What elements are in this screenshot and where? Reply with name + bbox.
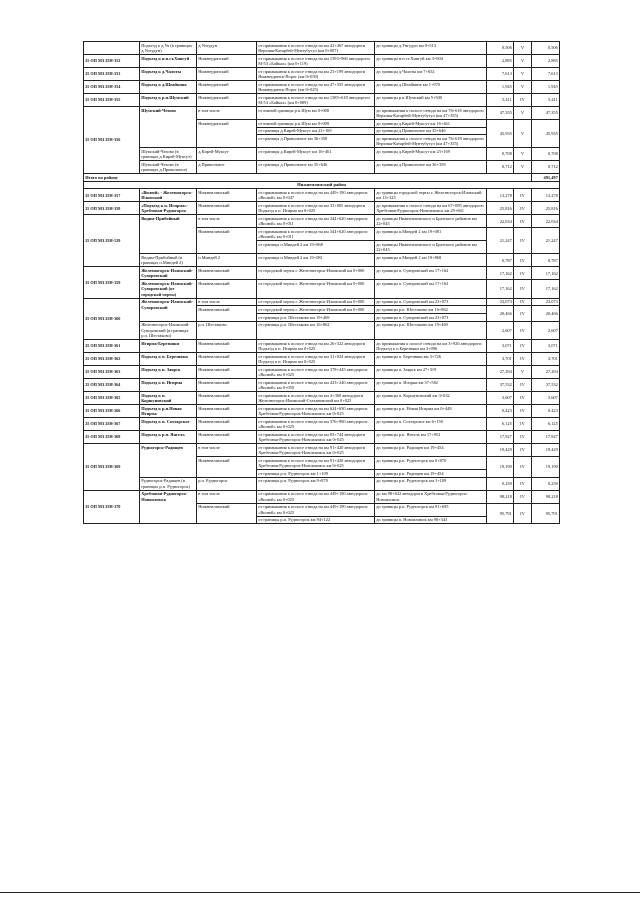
- end-point-cell: до границы Нижнеилимского и Братского районов км 22+045: [375, 215, 487, 228]
- start-point-cell: от городской черты г. Железногорск-Илимский км 0+000: [257, 267, 375, 280]
- length-cell: 3,607: [487, 391, 514, 404]
- category-cell: V: [514, 365, 532, 378]
- district-total-label: Итого по району: [84, 174, 532, 182]
- category-cell: IV: [514, 267, 532, 280]
- district-cell: р.п. Рудногорск: [197, 477, 257, 490]
- length-cell: 98,218: [487, 490, 514, 503]
- page-bottom-rule: [0, 892, 640, 893]
- section-title: Нижнеилимский район: [84, 181, 560, 189]
- road-id-cell: 25 ОП МЗ 25Н-352: [84, 55, 140, 68]
- district-cell: Нижнеудинский: [197, 94, 257, 107]
- end-point-cell: до границы п. Березняки км 3+726: [375, 352, 487, 365]
- total-length-cell: 6,125: [532, 417, 560, 430]
- district-cell: Нижнеилимский: [197, 352, 257, 365]
- road-name-cell: «Подъезд к п. Игирма»-Хребтовая-Рудногорск: [140, 202, 197, 215]
- length-cell: 37,532: [487, 378, 514, 391]
- road-name-cell: Подъезд к д.Уя (в границах д.Унгудун): [140, 42, 197, 55]
- end-point-cell: до примыкания к полосе отвода на км 76+618 автодороги Верхняя-Катарбей-Мунтубугул (км 47+355): [375, 135, 487, 148]
- length-cell: 95,791: [487, 503, 514, 524]
- total-length-cell: 3,607: [532, 391, 560, 404]
- district-cell: Нижнеилимский: [197, 430, 257, 443]
- length-cell: 1,945: [487, 81, 514, 94]
- length-cell: 7,613: [487, 68, 514, 81]
- start-point-cell: от примыкания к полосе отвода на км 33+005 автодороги Подъезд к п. Игирма км 0+025: [257, 202, 375, 215]
- category-cell: IV: [514, 321, 532, 339]
- start-point-cell: от границы р.п. Шестаково км 19+469: [257, 313, 375, 321]
- district-cell: Нижнеудинский: [197, 68, 257, 81]
- category-cell: V: [514, 81, 532, 94]
- end-point-cell: до границы д.Кирей-Муксут км 23+169: [375, 148, 487, 161]
- road-id-cell: 25 ОП МЗ 25Н-370: [84, 490, 140, 524]
- district-cell: в том числе: [197, 443, 257, 456]
- end-point-cell: до границы д.Приволъное км 35+646: [375, 127, 487, 135]
- total-length-cell: 7,613: [532, 68, 560, 81]
- start-point-cell: от примыкания к полосе отвода на км 42+467 автодороги Верхняя-Катарбей-Мунтубугул (км 0+007): [257, 42, 375, 55]
- category-cell: IV: [514, 477, 532, 490]
- road-name-cell: Подъезд к д.Шеайкина: [140, 81, 197, 94]
- length-cell: 22,034: [487, 215, 514, 228]
- end-point-cell: до границы д.Приволъное км 36+358: [375, 161, 487, 174]
- start-point-cell: от южной границы р.п.Шум км 0+000: [257, 107, 375, 120]
- district-cell: в том числе: [197, 298, 257, 306]
- category-cell: V: [514, 120, 532, 148]
- road-id-cell: 25 ОП МЗ 25Н-364: [84, 378, 140, 391]
- table-row: [84, 443, 560, 456]
- district-cell: Нижнеилимский: [197, 378, 257, 391]
- start-point-cell: от примыкания к полосе отвода на км 26+322 автодороги Подъезд к п. Игирма км 0+025: [257, 339, 375, 352]
- end-point-cell: до границы д.Чалоты км 7+652: [375, 68, 487, 81]
- category-cell: IV: [514, 189, 532, 202]
- end-point-cell: до границы р.п. Новая Игирма км 0+448: [375, 404, 487, 417]
- district-cell: в том числе: [197, 215, 257, 228]
- start-point-cell: от границы д.Приволъное км 36+358: [257, 135, 375, 148]
- table-row: [84, 161, 560, 174]
- category-cell: IV: [514, 490, 532, 503]
- table-row: [84, 68, 560, 81]
- start-point-cell: от городской черты г. Железногорск-Илимский км 0+000: [257, 306, 375, 314]
- end-point-cell: до границы п. Новоилимск км 98+343: [375, 516, 487, 524]
- table-row: [84, 430, 560, 443]
- district-cell: в том числе: [197, 490, 257, 503]
- total-length-cell: 0,787: [532, 254, 560, 267]
- road-name-cell: Подъезд к р.п.Новая Игирма: [140, 404, 197, 417]
- end-point-cell: до примыкания к полосе отвода на км 67+085 автодороги Хребтовая-Рудногорск-Новоилимск км 25+841: [375, 202, 487, 215]
- table-row: [84, 254, 560, 267]
- category-cell: V: [514, 42, 532, 55]
- end-point-cell: до границы р.п. Радищев км 19+454: [375, 443, 487, 456]
- length-cell: 0,708: [487, 148, 514, 161]
- end-point-cell: до границы р.п. Шестаково км 19+469: [375, 321, 487, 339]
- total-length-cell: 13,278: [532, 189, 560, 202]
- total-length-cell: 95,791: [532, 503, 560, 524]
- total-length-cell: 0,506: [532, 42, 560, 55]
- category-cell: IV: [514, 430, 532, 443]
- table-row: [84, 42, 560, 55]
- road-name-cell: Видим-Прибойный (в границах п.Миндей 2): [140, 254, 197, 267]
- end-point-cell: до границы р.п. Радищев км 19+454: [375, 469, 487, 477]
- total-length-cell: 1,945: [532, 81, 560, 94]
- end-point-cell: до границы р.п. Шестаково км 16+862: [375, 306, 487, 314]
- district-cell: Нижнеилимский: [197, 306, 257, 321]
- district-cell: Нижнеилимский: [197, 404, 257, 417]
- category-cell: IV: [514, 378, 532, 391]
- end-point-cell: до границы п. Сохтарское км 6+150: [375, 417, 487, 430]
- end-point-cell: до границы д.Кирей-Муксут км 16+461: [375, 120, 487, 128]
- start-point-cell: от примыкания к полосе отвода на км 344+620 автодороги «Вилюй» км 0+011: [257, 215, 375, 228]
- start-point-cell: от примыкания к полосе отвода на км 83+744 автодороги Хребтовая-Рудногорск-Новоилимск км 0+025: [257, 430, 375, 443]
- length-cell: 47,355: [487, 107, 514, 120]
- start-point-cell: от примыкания к полосе отвода на км 376+900 автодороги «Вилюй» км 0+025: [257, 417, 375, 430]
- road-name-cell: Видим-Прибойный: [140, 215, 197, 254]
- total-length-cell: 3,701: [532, 352, 560, 365]
- road-id-cell: 25 ОП МЗ 25Н-363: [84, 365, 140, 378]
- road-id-cell: 25 ОП МЗ 25Н-358: [84, 202, 140, 215]
- road-name-cell: Шумский-Чехово (в границах д.Кирей-Муксут): [140, 148, 197, 161]
- total-length-cell: 0,423: [532, 404, 560, 417]
- road-name-cell: Игирма-Березняки: [140, 339, 197, 352]
- start-point-cell: от городской черты г. Железногорск-Илимский км 0+000: [257, 298, 375, 306]
- category-cell: IV: [514, 228, 532, 254]
- district-cell: Нижнеилимский: [197, 503, 257, 524]
- total-length-cell: 21,247: [532, 228, 560, 254]
- end-point-cell: до границы городской черты г. Железногорск-Илимский км 13+325: [375, 189, 487, 202]
- category-cell: V: [514, 148, 532, 161]
- road-name-cell: Рудногорск-Радищев (в границах р.п. Рудногорск): [140, 477, 197, 490]
- start-point-cell: от примыкания к полосе отвода на км 624+630 автодороги Хребтовая-Рудногорск-Новоилимск км 0+025: [257, 404, 375, 417]
- table-row: [84, 339, 560, 352]
- district-cell: Нижнеилимский: [197, 456, 257, 477]
- start-point-cell: от примыкания к полосе отвода на км 4+360 автодороги Железногорск-Илимский-Стахановский км 0+025: [257, 391, 375, 404]
- table-row: [84, 298, 560, 306]
- end-point-cell: до примыкания к полосе отвода на км 76+618 автодороги Верхняя-Катарбей-Мунтубугул (км 47+355): [375, 107, 487, 120]
- road-id-cell: 25 ОП МЗ 25Н-368: [84, 430, 140, 443]
- table-row: [84, 365, 560, 378]
- table-row: [84, 148, 560, 161]
- length-cell: 3,071: [487, 339, 514, 352]
- start-point-cell: от примыкания к полосе отвода на км 344+620 автодороги «Вилюй» км 0+011: [257, 228, 375, 241]
- length-cell: 2,607: [487, 321, 514, 339]
- start-point-cell: от примыкания к полосе отвода на км 23+199 автодороги Нижнеудинск-Порог (км 0+039): [257, 68, 375, 81]
- road-name-cell: Железногорск-Илимский-Суворовский: [140, 298, 197, 321]
- district-cell: Нижнеилимский: [197, 202, 257, 215]
- category-cell: IV: [514, 306, 532, 321]
- table-row: [84, 490, 560, 503]
- length-cell: 2,885: [487, 55, 514, 68]
- road-name-cell: Рудногорск-Радищев: [140, 443, 197, 477]
- road-id-cell: 25 ОП МЗ 25Н-356: [84, 107, 140, 174]
- road-name-cell: Железногорск-Илимский-Суворовский (от городской черты): [140, 280, 197, 298]
- end-point-cell: до границы д.Шеайкина км 1+970: [375, 81, 487, 94]
- start-point-cell: от границы п.Миндей 2 км 19+868: [257, 241, 375, 254]
- table-row: [84, 189, 560, 202]
- start-point-cell: от границы д.Кирей-Муксут км 16+461: [257, 148, 375, 161]
- road-registry-table: [83, 41, 560, 524]
- table-row: [84, 94, 560, 107]
- district-cell: в том числе: [197, 107, 257, 120]
- road-id-cell: 25 ОП МЗ 25Н-359: [84, 267, 140, 298]
- section-header-row: [84, 181, 560, 189]
- district-cell: Нижнеудинский: [197, 81, 257, 94]
- district-cell: р.п. Шестаково: [197, 321, 257, 339]
- start-point-cell: от примыкания к полосе отвода на км 423+240 автодороги «Вилюй» км 0+050: [257, 378, 375, 391]
- road-name-cell: Подъезд к п. Сохтарское: [140, 417, 197, 430]
- end-point-cell: до границы п.Миндей 2 км 19+868: [375, 254, 487, 267]
- table-row: [84, 267, 560, 280]
- total-length-cell: 2,607: [532, 321, 560, 339]
- category-cell: V: [514, 161, 532, 174]
- length-cell: 17,927: [487, 430, 514, 443]
- road-id-cell: 25 ОП МЗ 25Н-362: [84, 352, 140, 365]
- district-cell: Нижнеилимский: [197, 267, 257, 280]
- end-point-cell: до примыкания к полосе отвода на км 3+926 автодороги Подъезд к п.Березняки км 3+096: [375, 339, 487, 352]
- end-point-cell: до границы п. Суворовский км 23+073: [375, 298, 487, 306]
- length-cell: 20,466: [487, 306, 514, 321]
- end-point-cell: до границы р.п. Янгель км 17+952: [375, 430, 487, 443]
- start-point-cell: от примыкания к полосе отвода на км 449+190 автодороги «Вилюй» км 0+025: [257, 503, 375, 516]
- end-point-cell: до границы п. Суворовский км 23+073: [375, 313, 487, 321]
- category-cell: IV: [514, 352, 532, 365]
- district-total-value: 491,497: [532, 174, 560, 182]
- total-length-cell: 25,816: [532, 202, 560, 215]
- table-row: [84, 352, 560, 365]
- table-row: [84, 81, 560, 94]
- start-point-cell: от примыкания к полосе отвода на км 91+420 автодороги Хребтовая-Рудногорск-Новоилимск км 0+025: [257, 456, 375, 469]
- district-cell: Нижнеудинский: [197, 120, 257, 148]
- end-point-cell: до границы п. Суворовский км 17+162: [375, 267, 487, 280]
- end-point-cell: до границы п. Заярск км 27+319: [375, 365, 487, 378]
- length-cell: 0,423: [487, 404, 514, 417]
- table-row: [84, 404, 560, 417]
- road-id-cell: 25 ОП МЗ 25Н-369: [84, 443, 140, 490]
- end-point-cell: до границы п.Миндей 2 км 19+081: [375, 228, 487, 241]
- total-length-cell: 17,162: [532, 280, 560, 298]
- road-name-cell: «Вилюй» - Железногорск-Илимский: [140, 189, 197, 202]
- total-length-cell: 22,034: [532, 215, 560, 228]
- road-id-cell: 25 ОП МЗ 25Н-129: [84, 215, 140, 267]
- district-cell: Нижнеилимский: [197, 280, 257, 298]
- start-point-cell: от границы р.п. Рудногорск км 0+870: [257, 477, 375, 490]
- start-point-cell: от примыкания к полосе отвода на км 1385+618 автодороги М-53 «Байкал» (км 0+089): [257, 94, 375, 107]
- district-cell: Нижнеудинский: [197, 55, 257, 68]
- start-point-cell: от границы д.Приволъное км 35+646: [257, 161, 375, 174]
- total-length-cell: 98,218: [532, 490, 560, 503]
- length-cell: 0,239: [487, 477, 514, 490]
- road-name-cell: Хребтовая-Рудногорск-Новоилимск: [140, 490, 197, 524]
- road-name-cell: Железногорск-Илимский-Суворовский (в границах р.п. Шестаково): [140, 321, 197, 339]
- category-cell: IV: [514, 456, 532, 477]
- district-cell: п.Миндей 2: [197, 254, 257, 267]
- start-point-cell: от городской черты г. Железногорск-Илимский км 0+000: [257, 280, 375, 298]
- end-point-cell: до границы р.п. Рудногорск км 0+870: [375, 456, 487, 469]
- total-length-cell: 20,466: [532, 306, 560, 321]
- end-point-cell: до границы р.п. Рудногорск км 1+109: [375, 477, 487, 490]
- table-row: [84, 55, 560, 68]
- road-name-cell: Подъезд к р.п.Шумский: [140, 94, 197, 107]
- category-cell: IV: [514, 215, 532, 228]
- road-id-cell: 25 ОП МЗ 25Н-355: [84, 94, 140, 107]
- road-id-cell: 25 ОП МЗ 25Н-367: [84, 417, 140, 430]
- start-point-cell: от примыкания к полосе отвода на км 378+445 автодороги «Вилюй» км 0+025: [257, 365, 375, 378]
- length-cell: 19,190: [487, 456, 514, 477]
- road-id-cell: 25 ОП МЗ 25Н-360: [84, 298, 140, 339]
- district-total-row: [84, 174, 560, 182]
- length-cell: 23,073: [487, 298, 514, 306]
- district-cell: Нижнеилимский: [197, 365, 257, 378]
- total-length-cell: 23,073: [532, 298, 560, 306]
- start-point-cell: от примыкания к полосе отвода на км 47+355 автодороги Нижнеудинск-Порог (км 0+025): [257, 81, 375, 94]
- road-name-cell: Подъезд к н.п.ст.Хингуй: [140, 55, 197, 68]
- end-point-cell: до границы Нижнеилимского и Братского районов км 22+045: [375, 241, 487, 254]
- road-id-cell: 25 ОП МЗ 25Н-366: [84, 404, 140, 417]
- table-row: [84, 391, 560, 404]
- length-cell: 17,162: [487, 267, 514, 280]
- total-length-cell: 45,935: [532, 120, 560, 148]
- road-name-cell: Подъезд к п. Коршуновский: [140, 391, 197, 404]
- end-point-cell: до границы п. Игирма км 37+582: [375, 378, 487, 391]
- table-row: [84, 202, 560, 215]
- category-cell: IV: [514, 404, 532, 417]
- total-length-cell: 3,071: [532, 339, 560, 352]
- district-cell: Нижнеилимский: [197, 339, 257, 352]
- start-point-cell: от границы д.Кирей-Муксут км 23+169: [257, 127, 375, 135]
- length-cell: 21,247: [487, 228, 514, 254]
- length-cell: 19,429: [487, 443, 514, 456]
- end-point-cell: до км 98+642 автодороги Хребтовая-Рудногорск-Новоилимск: [375, 490, 487, 503]
- total-length-cell: 17,162: [532, 267, 560, 280]
- start-point-cell: от границы р.п. Рудногорск км 94+122: [257, 516, 375, 524]
- start-point-cell: от границы р.п. Рудногорск км 1+109: [257, 469, 375, 477]
- length-cell: 5,411: [487, 94, 514, 107]
- road-id-cell: 25 ОП МЗ 25Н-361: [84, 339, 140, 352]
- end-point-cell: до границы д.Унгудун км 0+513: [375, 42, 487, 55]
- end-point-cell: до границы н.п.ст.Хингуй км 3+004: [375, 55, 487, 68]
- start-point-cell: от примыкания к полосе отвода на км 449+190 автодороги «Вилюй» км 0+047: [257, 189, 375, 202]
- length-cell: 0,787: [487, 254, 514, 267]
- road-name-cell: Железногорск-Илимский-Суворовский: [140, 267, 197, 280]
- start-point-cell: от примыкания к полосе отвода на км 1393+960 автодороги М-53 «Байкал» (км 0+119): [257, 55, 375, 68]
- total-length-cell: 19,429: [532, 443, 560, 456]
- road-name-cell: Шумский-Чехово: [140, 107, 197, 148]
- road-id-cell: 25 ОП МЗ 25Н-353: [84, 68, 140, 81]
- district-cell: д.Унгудун: [197, 42, 257, 55]
- length-cell: 17,162: [487, 280, 514, 298]
- end-point-cell: до границы п. Суворовский км 17+162: [375, 280, 487, 298]
- start-point-cell: от южной границы р.п.Шум км 0+009: [257, 120, 375, 128]
- start-point-cell: от примыкания к полосе отвода на км 91+420 автодороги Хребтовая-Рудногорск-Новоилимск км 0+025: [257, 443, 375, 456]
- road-name-cell: Подъезд к д.Чалоты: [140, 68, 197, 81]
- road-name-cell: Подъезд к п. Игирма: [140, 378, 197, 391]
- table-row: [84, 107, 560, 120]
- total-length-cell: 5,411: [532, 94, 560, 107]
- category-cell: IV: [514, 254, 532, 267]
- length-cell: 27,294: [487, 365, 514, 378]
- length-cell: 45,935: [487, 120, 514, 148]
- end-point-cell: до границы р.п.Шумский км 5+500: [375, 94, 487, 107]
- district-cell: Нижнеилимский: [197, 417, 257, 430]
- total-length-cell: 37,532: [532, 378, 560, 391]
- total-length-cell: 47,355: [532, 107, 560, 120]
- category-cell: IV: [514, 94, 532, 107]
- total-length-cell: 0,712: [532, 161, 560, 174]
- length-cell: 6,125: [487, 417, 514, 430]
- category-cell: IV: [514, 417, 532, 430]
- end-point-cell: до границы р.п. Рудногорск км 91+695: [375, 503, 487, 516]
- category-cell: IV: [514, 280, 532, 298]
- district-cell: Нижнеилимский: [197, 189, 257, 202]
- end-point-cell: до границы п. Коршуновский км 3+632: [375, 391, 487, 404]
- table-row: [84, 321, 560, 339]
- start-point-cell: от границы р.п. Шестаково км 16+862: [257, 321, 375, 339]
- road-name-cell: Подъезд к п. Заярск: [140, 365, 197, 378]
- start-point-cell: от примыкания к полосе отвода на км 449+190 автодороги «Вилюй» км 0+025: [257, 490, 375, 503]
- category-cell: IV: [514, 443, 532, 456]
- road-id-cell: 25 ОП МЗ 25Н-357: [84, 189, 140, 202]
- category-cell: V: [514, 55, 532, 68]
- category-cell: V: [514, 107, 532, 120]
- category-cell: IV: [514, 503, 532, 524]
- start-point-cell: от примыкания к полосе отвода на км 31+024 автодороги Подъезд к п. Игирма км 0+025: [257, 352, 375, 365]
- road-id-cell: 25 ОП МЗ 25Н-354: [84, 81, 140, 94]
- length-cell: 0,712: [487, 161, 514, 174]
- category-cell: IV: [514, 202, 532, 215]
- table-row: [84, 477, 560, 490]
- district-cell: Нижнеилимский: [197, 391, 257, 404]
- length-cell: 13,278: [487, 189, 514, 202]
- length-cell: 0,506: [487, 42, 514, 55]
- category-cell: IV: [514, 298, 532, 306]
- total-length-cell: 19,190: [532, 456, 560, 477]
- road-name-cell: Шумский-Чехово (в границах д.Приволъное): [140, 161, 197, 174]
- total-length-cell: 0,708: [532, 148, 560, 161]
- length-cell: 3,701: [487, 352, 514, 365]
- table-row: [84, 378, 560, 391]
- road-id-cell: 25 ОП МЗ 25Н-365: [84, 391, 140, 404]
- start-point-cell: от границы п.Миндей 2 км 19+081: [257, 254, 375, 267]
- category-cell: IV: [514, 339, 532, 352]
- category-cell: V: [514, 68, 532, 81]
- total-length-cell: 17,927: [532, 430, 560, 443]
- table-row: [84, 417, 560, 430]
- category-cell: IV: [514, 391, 532, 404]
- road-name-cell: Подъезд к п. Березняки: [140, 352, 197, 365]
- road-name-cell: Подъезд к р.п. Янгель: [140, 430, 197, 443]
- total-length-cell: 0,239: [532, 477, 560, 490]
- table-row: [84, 215, 560, 228]
- district-cell: Нижнеилимский: [197, 228, 257, 254]
- total-length-cell: 2,885: [532, 55, 560, 68]
- length-cell: 25,816: [487, 202, 514, 215]
- district-cell: д.Кирей-Муксут: [197, 148, 257, 161]
- road-id-cell: [84, 42, 140, 55]
- table-row: [84, 280, 560, 298]
- total-length-cell: 27,294: [532, 365, 560, 378]
- district-cell: д.Приволъное: [197, 161, 257, 174]
